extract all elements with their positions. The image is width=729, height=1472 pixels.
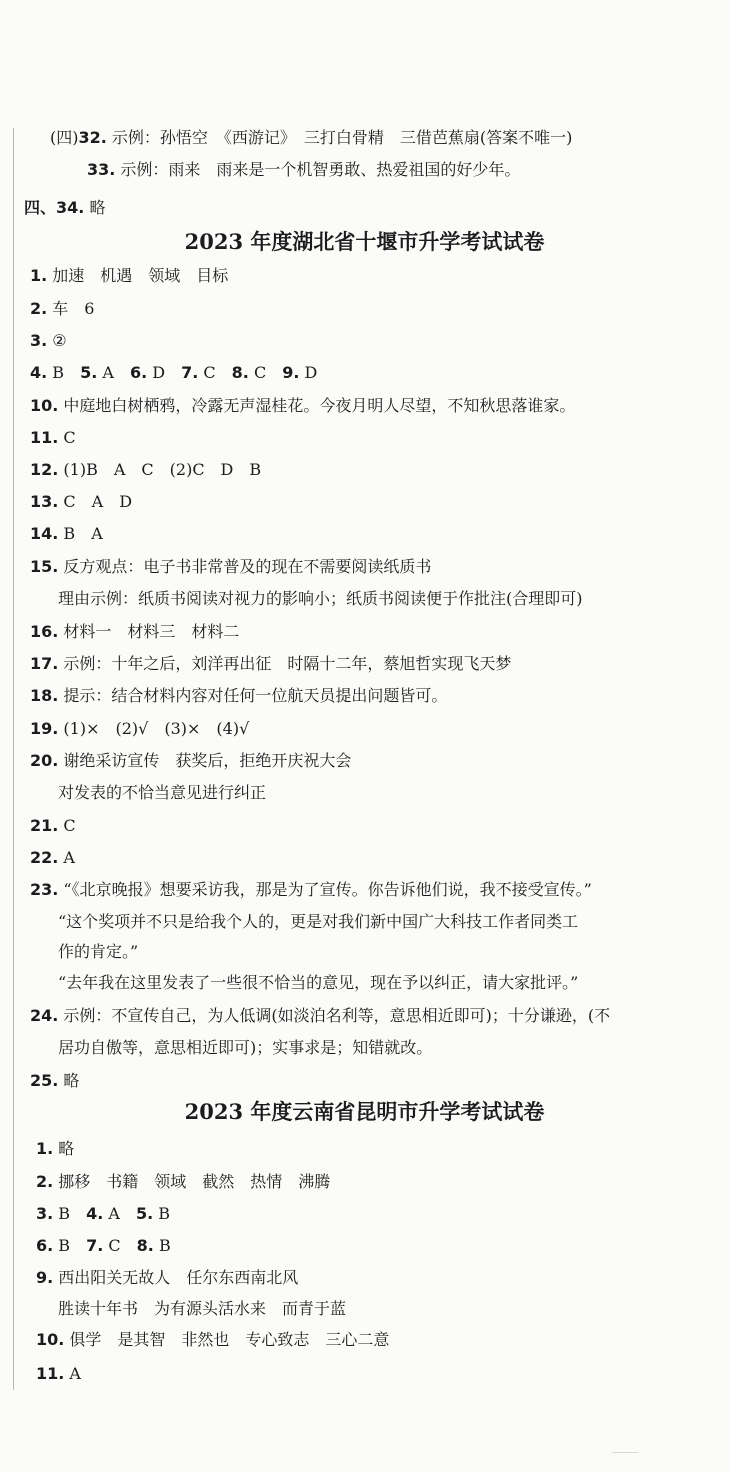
s1-item-24-cont: 居功自傲等，意思相近即可)；实事求是；知错就改。	[58, 1038, 433, 1057]
s1-item-17: 17. 示例：十年之后，刘洋再出征 时隔十二年，蔡旭哲实现飞天梦	[30, 654, 512, 673]
s1-item-20-cont: 对发表的不恰当意见进行纠正	[58, 783, 267, 802]
s1-item-18: 18. 提示：结合材料内容对任何一位航天员提出问题皆可。	[30, 686, 448, 705]
answer-32: (四)32. 示例：孙悟空 《西游记》 三打白骨精 三借芭蕉扇(答案不唯一)	[50, 128, 573, 147]
s1-item-4-9: 4. B 5. A 6. D 7. C 8. C 9. D	[30, 363, 318, 382]
s1-item-23-cont1: “这个奖项并不只是给我个人的，更是对我们新中国广大科技工作者同类工	[58, 912, 579, 931]
s1-item-2: 2. 车 6	[30, 299, 95, 318]
s1-item-10: 10. 中庭地白树栖鸦，冷露无声湿桂花。今夜月明人尽望，不知秋思落谁家。	[30, 396, 576, 415]
s1-item-16: 16. 材料一 材料三 材料二	[30, 622, 240, 641]
s2-item-2: 2. 挪移 书籍 领域 截然 热情 沸腾	[36, 1172, 331, 1191]
s1-item-13: 13. C A D	[30, 492, 133, 511]
s1-item-25: 25. 略	[30, 1071, 80, 1090]
s2-item-3-5: 3. B 4. A 5. B	[36, 1204, 171, 1223]
answer-33: 33. 示例：雨来 雨来是一个机智勇敢、热爱祖国的好少年。	[87, 160, 521, 179]
s1-item-24: 24. 示例：不宣传自己，为人低调(如淡泊名利等，意思相近即可)；十分谦逊，(不	[30, 1006, 611, 1025]
scan-speck	[612, 1452, 638, 1453]
s1-item-23-cont2: 作的肯定。”	[58, 942, 139, 961]
s1-item-14: 14. B A	[30, 524, 103, 543]
s1-item-22: 22. A	[30, 848, 75, 867]
s1-item-21: 21. C	[30, 816, 76, 835]
s2-item-6-8: 6. B 7. C 8. B	[36, 1236, 171, 1255]
s1-item-15: 15. 反方观点：电子书非常普及的现在不需要阅读纸质书	[30, 557, 432, 576]
s1-item-23-cont3: “去年我在这里发表了一些很不恰当的意见，现在予以纠正，请大家批评。”	[58, 973, 579, 992]
section-title-kunming: 2023 年度云南省昆明市升学考试试卷	[184, 1099, 545, 1124]
s1-item-12: 12. (1)B A C (2)C D B	[30, 460, 262, 479]
s1-item-20: 20. 谢绝采访宣传 获奖后，拒绝开庆祝大会	[30, 751, 352, 770]
s1-item-19: 19. (1)× (2)√ (3)× (4)√	[30, 719, 250, 738]
s1-item-1: 1. 加速 机遇 领域 目标	[30, 266, 229, 285]
s2-item-9: 9. 西出阳关无故人 任尔东西南北风	[36, 1268, 299, 1287]
s1-item-15-cont: 理由示例：纸质书阅读对视力的影响小；纸质书阅读便于作批注(合理即可)	[58, 589, 583, 608]
s2-item-9-cont: 胜读十年书 为有源头活水来 而青于蓝	[58, 1299, 347, 1318]
margin-rule	[13, 128, 14, 1390]
section-title-shiyan: 2023 年度湖北省十堰市升学考试试卷	[184, 229, 545, 254]
answer-34: 四、34. 略	[24, 198, 106, 217]
s1-item-23: 23. “《北京晚报》想要采访我，那是为了宣传。你告诉他们说，我不接受宣传。”	[30, 880, 592, 899]
s1-item-11: 11. C	[30, 428, 76, 447]
s1-item-3: 3. ②	[30, 331, 67, 350]
s2-item-10: 10. 俱学 是其智 非然也 专心致志 三心二意	[36, 1330, 390, 1349]
s2-item-11: 11. A	[36, 1364, 81, 1383]
s2-item-1: 1. 略	[36, 1139, 75, 1158]
